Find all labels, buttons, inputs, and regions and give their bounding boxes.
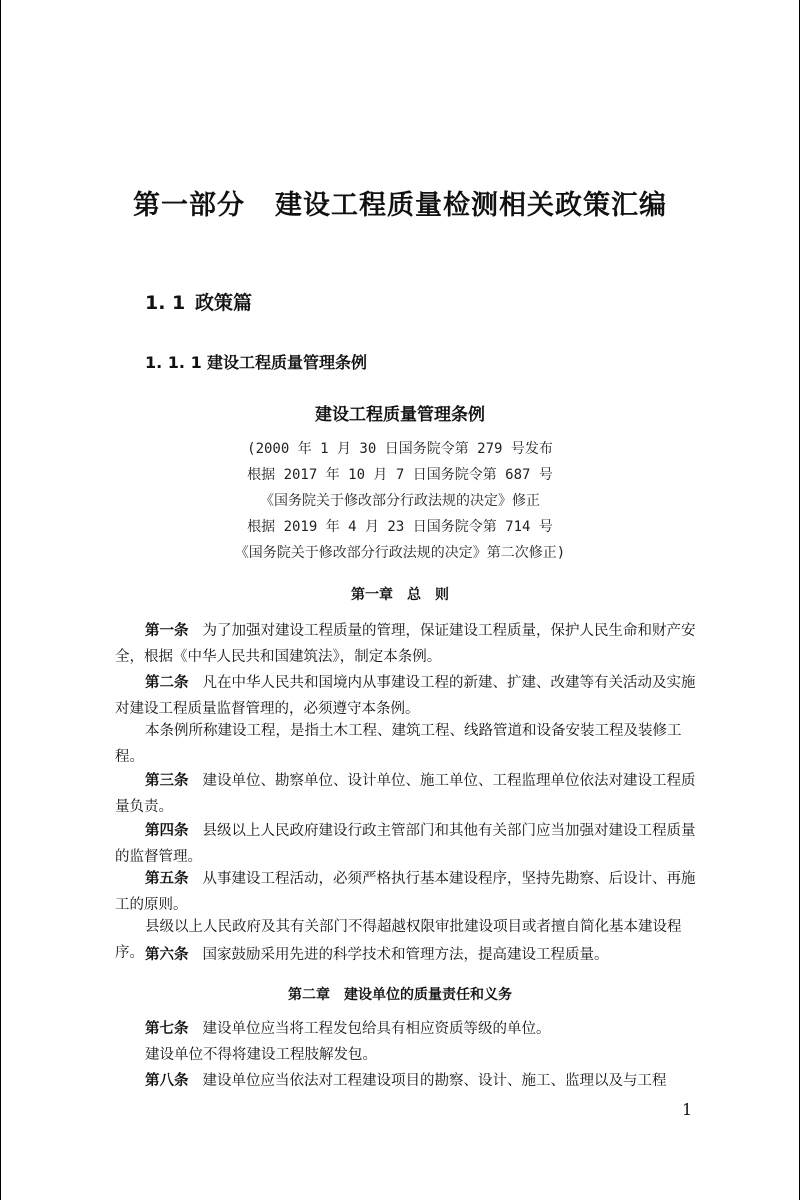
- section-heading: [145, 288, 252, 315]
- article-text: 建设单位、勘察单位、设计单位、施工单位、工程监理单位依法对建设工程质量负责。: [115, 773, 696, 815]
- publication-line: 《国务院关于修改部分行政法规的决定》第二次修正): [234, 545, 566, 561]
- chapter-heading: 第二章 建设单位的质量责任和义务: [288, 987, 512, 1003]
- article-text: 县级以上人民政府建设行政主管部门和其他有关部门应当加强对建设工程质量的监督管理。: [115, 823, 696, 865]
- article-text: 凡在中华人民共和国境内从事建设工程的新建、扩建、改建等有关活动及实施对建设工程质量监督管理的，必须遵守本条例。: [115, 675, 696, 717]
- part-title: [0, 183, 800, 222]
- article-label: 第七条: [145, 1021, 189, 1037]
- subsection-number: 1. 1. 1: [145, 353, 202, 372]
- article-text: 国家鼓励采用先进的科学技术和管理方法，提高建设工程质量。: [202, 947, 609, 963]
- article-text: 县级以上人民政府及其有关部门不得超越权限审批建设项目或者擅自简化基本建设程序。: [115, 919, 682, 961]
- article-paragraph: [115, 718, 707, 770]
- publication-line: 《国务院关于修改部分行政法规的决定》修正: [260, 493, 540, 509]
- subsection-title: 建设工程质量管理条例: [207, 353, 368, 372]
- article-label: 第四条: [145, 823, 189, 839]
- article-text: 从事建设工程活动，必须严格执行基本建设程序，坚持先勘察、后设计、再施工的原则。: [115, 871, 696, 913]
- article-label: 第二条: [145, 675, 189, 691]
- article-label: 第八条: [145, 1073, 189, 1089]
- article-label: 第六条: [145, 947, 189, 963]
- part-text: 建设工程质量检测相关政策汇编: [275, 190, 667, 221]
- article-text: 本条例所称建设工程，是指土木工程、建筑工程、线路管道和设备安装工程及装修工程。: [115, 723, 682, 765]
- article-paragraph: [115, 818, 707, 870]
- article-paragraph: [115, 942, 707, 968]
- part-label: 第一部分: [133, 190, 245, 221]
- article-paragraph: [115, 768, 707, 820]
- article-paragraph: [115, 1016, 707, 1042]
- article-paragraph: [115, 670, 707, 722]
- publication-line: (2000 年 1 月 30 日国务院令第 279 号发布: [247, 441, 553, 457]
- subsection-heading: [145, 350, 367, 373]
- chapter-heading: 第一章 总 则: [351, 587, 449, 603]
- section-title: 政策篇: [195, 292, 253, 314]
- article-text: 建设单位应当将工程发包给具有相应资质等级的单位。: [202, 1021, 551, 1037]
- article-label: 第五条: [145, 871, 189, 887]
- article-paragraph: [115, 618, 707, 670]
- article-text: 为了加强对建设工程质量的管理，保证建设工程质量，保护人民生命和财产安全，根据《中华人民共和国建筑法》，制定本条例。: [115, 623, 696, 665]
- article-label: 第一条: [145, 623, 189, 639]
- article-paragraph: [115, 1068, 707, 1094]
- publication-line: 根据 2019 年 4 月 23 日国务院令第 714 号: [247, 519, 553, 535]
- article-paragraph: [115, 866, 707, 918]
- article-text: 建设单位不得将建设工程肢解发包。: [145, 1047, 377, 1063]
- article-paragraph: [115, 1042, 707, 1068]
- page-number: 1: [682, 1100, 693, 1119]
- document-title: 建设工程质量管理条例: [315, 405, 485, 425]
- article-text: 建设单位应当依法对工程建设项目的勘察、设计、施工、监理以及与工程: [202, 1073, 667, 1089]
- publication-line: 根据 2017 年 10 月 7 日国务院令第 687 号: [247, 467, 553, 483]
- section-number: 1. 1: [145, 292, 186, 314]
- article-label: 第三条: [145, 773, 189, 789]
